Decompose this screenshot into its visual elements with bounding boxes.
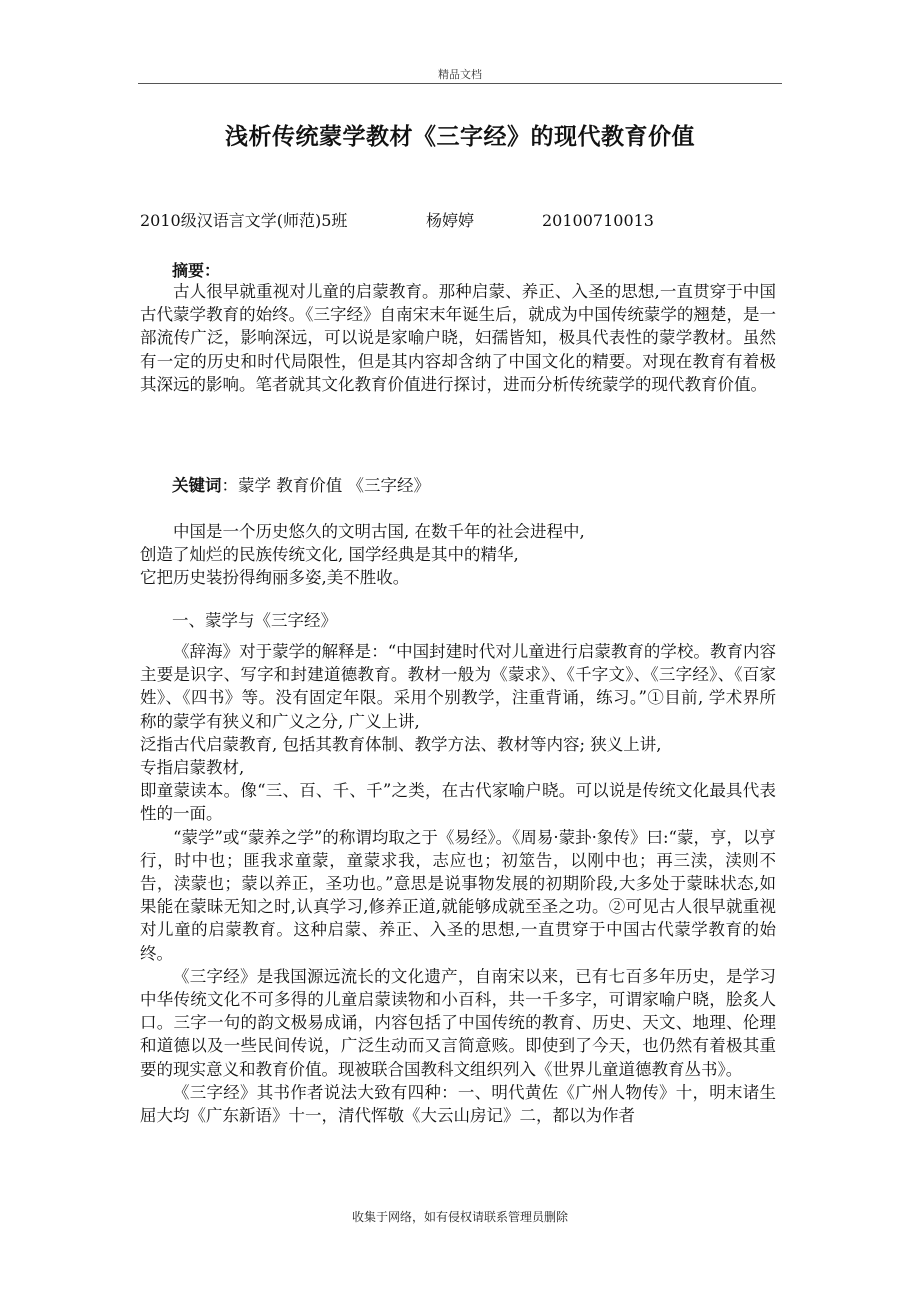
paragraph-cihai-line-4: 即童蒙读本。像“三、百、千、千”之类，在古代家喻户晓。可以说是传统文化最具代表性的一面。 xyxy=(140,781,776,824)
paragraph-author: 《三字经》其书作者说法大致有四种：一、明代黄佐《广州人物传》十，明末诸生屈大均《广东新语》十一，清代恽敬《大云山房记》二，都以为作者 xyxy=(140,1082,776,1126)
paragraph-mengxue: “蒙学”或“蒙养之学”的称谓均取之于《易经》。《周易·蒙卦·象传》曰:“蒙，亨，以亨行，时中也；匪我求童蒙，童蒙求我，志应也；初筮告，以刚中也；再三渎，渎则不告，渎蒙也；蒙以养正，圣功也。”意思是说事物发展的初期阶段,大多处于蒙昧状态,如果能在蒙昧无知之时,认真学习,修养正道,就能够成就至圣之功。②可见古人很早就重视对儿童的启蒙教育。这种启蒙、养正、入圣的思想,一直贯穿于中国古代蒙学教育的始终。 xyxy=(140,827,776,963)
keywords-separator: ： xyxy=(221,476,238,495)
intro-line-3: 它把历史装扮得绚丽多姿,美不胜收。 xyxy=(140,568,410,588)
abstract-body xyxy=(140,280,776,396)
author-class: 2010级汉语言文学(师范)5班 xyxy=(140,211,348,230)
abstract-text: 古人很早就重视对儿童的启蒙教育。那种启蒙、养正、入圣的思想,一直贯穿于中国古代蒙学教育的始终。《三字经》自南宋末年诞生后，就成为中国传统蒙学的翘楚，是一部流传广泛，影响深远，可以说是家喻户晓，妇孺皆知，极具代表性的蒙学教材。虽然有一定的历史和时代局限性，但是其内容却含纳了中国文化的精要。对现在教育有着极其深远的影响。笔者就其文化教育价值进行探讨，进而分析传统蒙学的现代教育价值。 xyxy=(140,282,776,394)
keywords-line xyxy=(172,472,430,496)
section-body xyxy=(140,640,776,1127)
keywords-label: 关键词 xyxy=(172,476,222,495)
keywords-text: 蒙学 教育价值 《三字经》 xyxy=(238,476,430,495)
paragraph-cihai-line-3: 专指启蒙教材, xyxy=(140,758,245,778)
paragraph-cihai-line-2: 泛指古代启蒙教育, 包括其教育体制、教学方法、教材等内容; 狭义上讲, xyxy=(140,734,662,754)
section-heading: 一、蒙学与《三字经》 xyxy=(172,611,337,630)
intro-paragraph xyxy=(140,520,776,590)
header-rule xyxy=(138,83,782,84)
document-title: 浅析传统蒙学教材《三字经》的现代教育价值 xyxy=(225,124,695,150)
intro-line-1: 中国是一个历史悠久的文明古国, 在数千年的社会进程中, xyxy=(173,522,585,541)
author-name: 杨婷婷 xyxy=(426,211,475,230)
abstract-heading: 摘要： xyxy=(172,261,221,280)
page-header-label: 精品文档 xyxy=(438,68,482,81)
paragraph-sanzijing: 《三字经》是我国源远流长的文化遗产，自南宋以来，已有七百多年历史，是学习中华传统文化不可多得的儿童启蒙读物和小百科，共一千多字，可谓家喻户晓，脍炙人口。三字一句的韵文极易成诵，内容包括了中国传统的教育、历史、天文、地理、伦理和道德以及一些民间传说，广泛生动而又言简意赅。即使到了今天，也仍然有着极其重要的现实意义和教育价值。现被联合国教科文组织列入《世界儿童道德教育丛书》。 xyxy=(140,966,776,1079)
page-footer: 收集于网络，如有侵权请联系管理员删除 xyxy=(351,1210,568,1224)
intro-line-2: 创造了灿烂的民族传统文化, 国学经典是其中的精华, xyxy=(140,545,519,565)
author-line xyxy=(140,208,654,231)
student-id: 20100710013 xyxy=(542,211,654,230)
paragraph-cihai: 《辞海》对于蒙学的解释是：“中国封建时代对儿童进行启蒙教育的学校。教育内容主要是识字、写字和封建道德教育。教材一般为《蒙求》、《千字文》、《三字经》、《百家姓》、《四书》等。没有固定年限。采用个别教学，注重背诵，练习。”①目前, 学术界所称的蒙学有狭义和广义之分, 广义上讲, xyxy=(140,642,776,731)
